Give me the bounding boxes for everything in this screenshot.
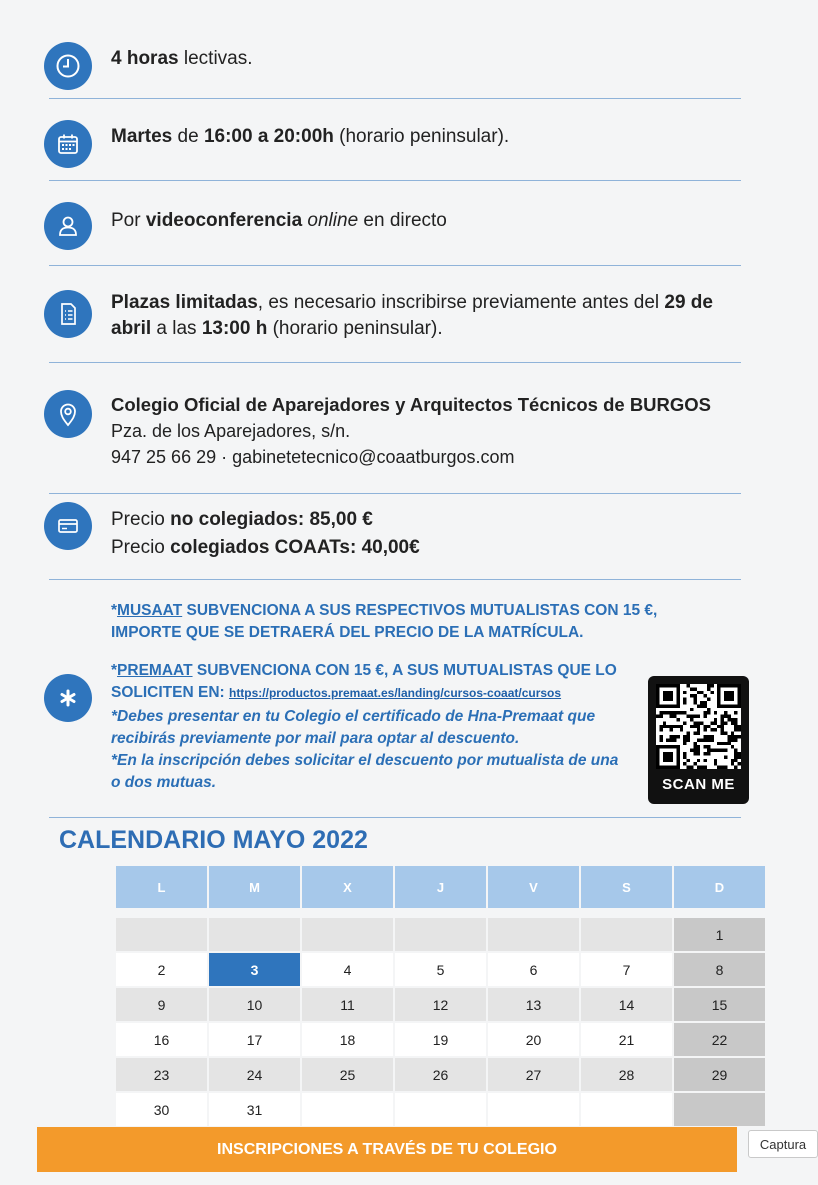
calendar-day-cell: 26 <box>395 1058 486 1091</box>
divider <box>49 817 741 818</box>
musaat-text: *MUSAAT SUBVENCIONA A SUS RESPECTIVOS MUTUALISTAS CON 15 €, IMPORTE QUE SE DETRAERÁ DEL PRECIO DE LA MATRÍCULA. <box>111 602 658 641</box>
divider <box>49 579 741 580</box>
calendar-day-cell <box>674 1093 765 1126</box>
calendar-table <box>114 864 767 1128</box>
divider <box>49 98 741 99</box>
calendar-day-cell <box>395 918 486 951</box>
calendar-week <box>116 1058 765 1091</box>
calendar-day-header: M <box>209 866 300 908</box>
calendar-day-cell: 18 <box>302 1023 393 1056</box>
location-text <box>111 392 711 470</box>
capture-button[interactable]: Captura <box>748 1130 818 1158</box>
calendar-day-cell: 13 <box>488 988 579 1021</box>
calendar-day-cell: 23 <box>116 1058 207 1091</box>
calendar-day-cell: 19 <box>395 1023 486 1056</box>
calendar-day-cell <box>116 918 207 951</box>
calendar-day-cell: 16 <box>116 1023 207 1056</box>
schedule-text: Martes de 16:00 a 20:00h (horario peninsular). <box>111 126 510 147</box>
user-icon <box>44 202 92 250</box>
calendar-day-header: V <box>488 866 579 908</box>
divider <box>49 493 741 494</box>
calendar-day-cell <box>302 1093 393 1126</box>
calendar-week <box>116 1023 765 1056</box>
mode-text: Por videoconferencia online en directo <box>111 210 447 231</box>
hours-text: 4 horas lectivas. <box>111 48 253 69</box>
calendar-day-header: D <box>674 866 765 908</box>
calendar-day-cell <box>395 1093 486 1126</box>
calendar-day-cell <box>581 1093 672 1126</box>
calendar-day-header: S <box>581 866 672 908</box>
calendar-title: CALENDARIO MAYO 2022 <box>59 826 368 854</box>
qr-code[interactable] <box>648 676 749 804</box>
calendar-week <box>116 918 765 951</box>
asterisk-icon <box>44 674 92 722</box>
calendar-day-cell: 21 <box>581 1023 672 1056</box>
price-member: Precio colegiados COAATs: 40,00€ <box>111 537 420 558</box>
divider <box>49 180 741 181</box>
calendar-day-cell: 2 <box>116 953 207 986</box>
calendar-day-cell <box>581 918 672 951</box>
price-non-member: Precio no colegiados: 85,00 € <box>111 509 373 530</box>
calendar-day-cell: 8 <box>674 953 765 986</box>
calendar-week <box>116 1093 765 1126</box>
calendar-day-cell: 27 <box>488 1058 579 1091</box>
calendar-day-cell: 14 <box>581 988 672 1021</box>
calendar-week <box>116 988 765 1021</box>
contact-line: 947 25 66 29 · gabinetetecnico@coaatburgos.com <box>111 447 515 467</box>
calendar-day-cell: 25 <box>302 1058 393 1091</box>
calendar-day-cell <box>302 918 393 951</box>
calendar-day-cell: 28 <box>581 1058 672 1091</box>
divider <box>49 265 741 266</box>
calendar-day-cell: 3 <box>209 953 300 986</box>
calendar-day-cell: 4 <box>302 953 393 986</box>
calendar-day-cell: 12 <box>395 988 486 1021</box>
document-list-icon <box>44 290 92 338</box>
location-pin-icon <box>44 390 92 438</box>
calendar-day-cell <box>488 918 579 951</box>
calendar-day-cell: 6 <box>488 953 579 986</box>
calendar-day-cell: 7 <box>581 953 672 986</box>
calendar-day-cell: 24 <box>209 1058 300 1091</box>
qr-image <box>656 684 741 769</box>
calendar-day-cell: 9 <box>116 988 207 1021</box>
premaat-link[interactable]: https://productos.premaat.es/landing/cursos-coaat/cursos <box>228 686 562 700</box>
calendar-day-cell: 15 <box>674 988 765 1021</box>
note-discount: *En la inscripción debes solicitar el descuento por mutualista de una o dos mutuas. <box>111 752 619 791</box>
calendar-day-cell: 29 <box>674 1058 765 1091</box>
calendar-day-cell <box>488 1093 579 1126</box>
registration-button[interactable]: INSCRIPCIONES A TRAVÉS DE TU COLEGIO <box>37 1127 737 1172</box>
payment-card-icon <box>44 502 92 550</box>
premaat-text: *PREMAAT SUBVENCIONA CON 15 €, A SUS MUTUALISTAS QUE LO SOLICITEN EN: https://productos.premaat.es/landing/cursos-coaat/cursos <box>111 662 617 701</box>
calendar-day-cell: 20 <box>488 1023 579 1056</box>
divider <box>49 362 741 363</box>
calendar-day-cell: 17 <box>209 1023 300 1056</box>
calendar-day-cell <box>209 918 300 951</box>
note-certificate: *Debes presentar en tu Colegio el certificado de Hna-Premaat que recibirás previamente por mail para optar al descuento. <box>111 708 596 747</box>
scan-me-label: SCAN ME <box>662 776 735 793</box>
address: Pza. de los Aparejadores, s/n. <box>111 421 351 441</box>
calendar-day-cell: 11 <box>302 988 393 1021</box>
calendar-day-header: X <box>302 866 393 908</box>
calendar-day-header: L <box>116 866 207 908</box>
calendar-week <box>116 953 765 986</box>
price-text <box>111 506 420 562</box>
institution-name: Colegio Oficial de Aparejadores y Arquitectos Técnicos de BURGOS <box>111 394 712 415</box>
email: gabinetetecnico@coaatburgos.com <box>232 447 515 467</box>
calendar-day-cell: 1 <box>674 918 765 951</box>
calendar-day-header: J <box>395 866 486 908</box>
calendar-day-cell: 30 <box>116 1093 207 1126</box>
phone: 947 25 66 29 <box>111 447 217 467</box>
calendar-day-cell: 22 <box>674 1023 765 1056</box>
places-text: Plazas limitadas, es necesario inscribirse previamente antes del 29 de abril a las 13:00 h (horario peninsular). <box>111 292 713 339</box>
clock-icon <box>44 42 92 90</box>
calendar-day-cell: 31 <box>209 1093 300 1126</box>
calendar-icon <box>44 120 92 168</box>
calendar-day-cell: 10 <box>209 988 300 1021</box>
calendar-day-cell: 5 <box>395 953 486 986</box>
